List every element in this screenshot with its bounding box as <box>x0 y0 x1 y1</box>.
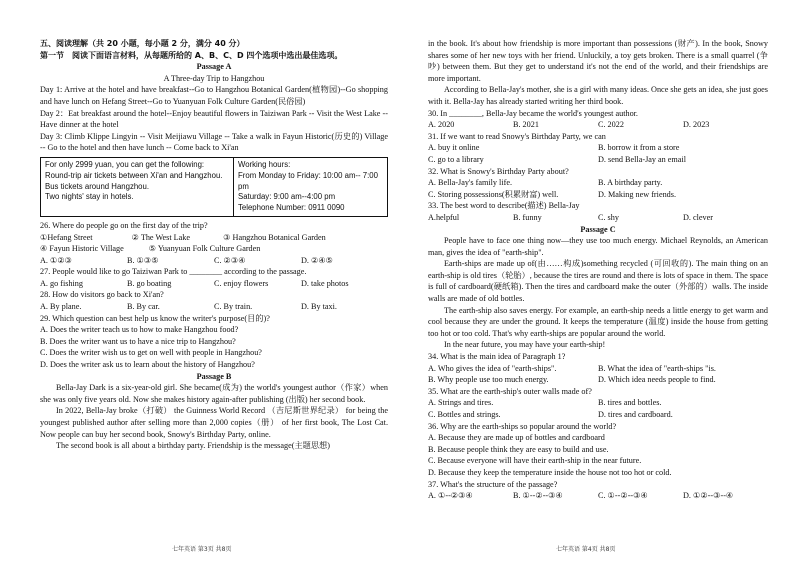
q26-option[interactable]: B. ①③⑤ <box>127 255 159 265</box>
q33-option[interactable]: A.helpful <box>428 212 460 222</box>
question-32-options-row2 <box>428 189 768 201</box>
question-27-stem: 27. People would like to go Taiziwan Park to ________ according to the passage. <box>40 267 307 277</box>
q34-option[interactable]: B. Why people use too much energy. <box>428 375 549 385</box>
q28-option[interactable]: C. By train. <box>214 302 253 312</box>
q30-option[interactable]: D. 2023 <box>683 120 710 130</box>
passage-c-paragraph-2: Earth-ships are made up of(由……构成)something recycled (可回收的). The main thing on an earth-ship is old tires（轮胎）, because the tires are round and there is lots of space in them. The space is full of cardboard(硬纸箱). Then the tires and cardboard make the outer（外部的）walls. The inside walls are made of old bottles. <box>428 259 768 304</box>
question-30-stem: 30. In ________, Bella-Jay became the world's youngest author. <box>428 108 638 118</box>
q36-option[interactable]: A. Because they are made up of bottles and cardboard <box>428 433 605 443</box>
passage-b-paragraph-4: According to Bella-Jay's mother, she is a girl with many ideas. Once she gets an idea, she just goes with it. Bella-Jay has already started writing her third book. <box>428 85 768 106</box>
question-26-items <box>40 232 388 244</box>
left-column <box>40 38 388 452</box>
q28-option[interactable]: B. By car. <box>127 302 160 312</box>
q35-option[interactable]: A. Strings and tires. <box>428 398 494 408</box>
hours-line: Working hours: <box>238 159 291 169</box>
question-33-options <box>428 212 768 224</box>
question-29-stem: 29. Which question can best help us know the writer's purpose(目的)? <box>40 313 270 323</box>
question-26-options <box>40 255 388 267</box>
passage-c-paragraph-3: The earth-ship also saves energy. For example, an earth-ship needs a little energy to get warm and cool because they are under the ground. It keeps the temperature (温度) inside the house from getting too hot or too cold. That's why earth-ships are popular around the world. <box>428 305 768 338</box>
passage-c-label: Passage C <box>580 224 616 234</box>
passage-b-label: Passage B <box>196 371 232 381</box>
q31-option[interactable]: A. buy it online <box>428 143 480 153</box>
q31-option[interactable]: B. borrow it from a store <box>598 143 680 153</box>
q31-option[interactable]: C. go to a library <box>428 154 484 164</box>
q36-option[interactable]: C. Because everyone will have their earth-ship in the near future. <box>428 456 642 466</box>
question-28-options <box>40 301 388 313</box>
q32-option[interactable]: B. A birthday party. <box>598 178 663 188</box>
q26-option[interactable]: A. ①②③ <box>40 255 73 265</box>
q29-option[interactable]: B. Does the writer want us to have a nice trip to Hangzhou? <box>40 336 236 346</box>
q32-option[interactable]: C. Storing possessions(积累财富) well. <box>428 189 559 199</box>
q26-item: ⑤ Yuanyuan Folk Culture Garden <box>148 244 261 254</box>
question-33-stem: 33. The best word to describe(描述) Bella-Jay <box>428 201 580 211</box>
section-heading: 五、阅读理解（共 20 小题，每小题 2 分，满分 40 分） <box>40 39 245 48</box>
question-26-stem: 26. Where do people go on the first day of the trip? <box>40 220 208 230</box>
q35-option[interactable]: C. Bottles and strings. <box>428 410 501 419</box>
q31-option[interactable]: D. send Bella-Jay an email <box>598 154 686 164</box>
q26-item: ①Hefang Street <box>40 232 93 242</box>
passage-a-day2: Day 2：Eat breakfast around the hotel--Enjoy beautiful flowers in Taiziwan Park -- Visit the West Lake -- Have dinner at the hotel <box>40 108 388 130</box>
price-cell <box>41 158 234 216</box>
question-28-stem: 28. How do visitors go back to Xi'an? <box>40 290 164 300</box>
passage-a-day1: Day 1: Arrive at the hotel and have breakfast--Go to Hangzhou Botanical Garden(植物园)--Go shopping and have lunch on Hefang Street--Go to Yuanyuan Folk Culture Garden(民俗园) <box>40 85 388 106</box>
q29-option[interactable]: A. Does the writer teach us to how to make Hangzhou food? <box>40 325 239 335</box>
question-35-options-row2 <box>428 409 768 421</box>
q29-option[interactable]: D. Does the writer ask us to learn about the history of Hangzhou? <box>40 360 255 370</box>
q34-option[interactable]: D. Which idea needs people to find. <box>598 375 716 385</box>
question-35-options-row1 <box>428 397 768 409</box>
question-26-items2 <box>40 243 388 255</box>
q26-item: ② The West Lake <box>131 232 191 242</box>
passage-b-paragraph-1: Bella-Jay Dark is a six-year-old girl. She became(成为) the world's youngest author（作家）when she was only five years old. Now she makes history again-after publishing (出版) her second book. <box>40 383 388 404</box>
hours-line: From Monday to Friday: 10:00 am-- 7:00 pm <box>238 170 378 191</box>
q36-option[interactable]: D. Because they keep the temperature inside the house not too hot or cold. <box>428 467 672 477</box>
q33-option[interactable]: D. clever <box>683 212 714 222</box>
passage-a-day3: Day 3: Climb Klippe Lingyin -- Visit Meijiawu Village -- Take a walk in Fayun Historic(历史的) Village -- Go to the hotel and then have lunch -- Come back to Xi'an <box>40 131 388 153</box>
q27-option[interactable]: D. take photos <box>301 278 349 288</box>
price-line: Bus tickets around Hangzhou. <box>45 181 150 191</box>
q32-option[interactable]: A. Bella-Jay's family life. <box>428 178 513 188</box>
question-32-stem: 32. What is Snowy's Birthday Party about? <box>428 166 569 176</box>
passage-c-paragraph-1: People have to face one thing now—they use too much energy. Michael Reynolds, an American man, gives the idea of "earth-ship". <box>428 236 768 257</box>
page-footer-right: 七年英语 第4页 共8页 <box>556 546 616 553</box>
q35-option[interactable]: B. tires and bottles. <box>598 398 662 408</box>
question-35-stem: 35. What are the earth-ship's outer walls made of? <box>428 386 592 396</box>
price-line: Round-trip air tickets between Xi'an and Hangzhou. <box>45 170 223 180</box>
q37-option[interactable]: B. ①--②--③④ <box>513 491 563 501</box>
hours-line: Telephone Number: 0911 0090 <box>238 203 345 213</box>
right-column <box>428 38 768 502</box>
q33-option[interactable]: B. funny <box>513 212 542 222</box>
q28-option[interactable]: A. By plane. <box>40 302 82 312</box>
question-34-stem: 34. What is the main idea of Paragraph 1? <box>428 352 566 362</box>
question-37-options <box>428 490 768 502</box>
q36-option[interactable]: B. Because people think they are easy to build and use. <box>428 444 609 454</box>
q35-option[interactable]: D. tires and cardboard. <box>598 410 673 419</box>
q26-option[interactable]: D. ②④⑤ <box>301 255 334 265</box>
question-30-options <box>428 119 768 131</box>
trip-info-box <box>40 157 388 217</box>
q37-option[interactable]: A. ①--②③④ <box>428 491 473 501</box>
passage-c-paragraph-4: In the near future, you may have your earth-ship! <box>444 340 606 350</box>
q26-item: ④ Fayun Historic Village <box>40 244 124 254</box>
question-34-options-row2 <box>428 374 768 386</box>
question-27-options <box>40 278 388 290</box>
q29-option[interactable]: C. Does the writer wish us to get on well with people in Hangzhou? <box>40 348 262 358</box>
question-31-options-row1 <box>428 142 768 154</box>
q27-option[interactable]: C. enjoy flowers <box>214 278 269 288</box>
q30-option[interactable]: C. 2022 <box>598 120 624 130</box>
q28-option[interactable]: D. By taxi. <box>301 302 337 312</box>
hours-cell <box>234 158 387 216</box>
question-31-stem: 31. If we want to read Snowy's Birthday Party, we can <box>428 131 606 141</box>
section-instruction: 第一节 阅读下面语言材料，从每题所给的 A、B、C、D 四个选项中选出最佳选项。 <box>40 50 343 60</box>
q30-option[interactable]: A. 2020 <box>428 120 455 130</box>
q30-option[interactable]: B. 2021 <box>513 120 539 130</box>
q26-option[interactable]: C. ②③④ <box>214 255 246 265</box>
q26-item: ③ Hangzhou Botanical Garden <box>223 232 326 242</box>
q33-option[interactable]: C. shy <box>598 212 619 222</box>
page-footer-left: 七年英语 第3页 共8页 <box>172 546 232 553</box>
question-34-options-row1 <box>428 363 768 375</box>
q34-option[interactable]: B. What the idea of "earth-ships "is. <box>598 363 716 373</box>
q34-option[interactable]: A. Who gives the idea of "earth-ships". <box>428 363 557 373</box>
passage-a-label: Passage A <box>196 62 232 72</box>
price-line: For only 2999 yuan, you can get the following: <box>45 159 205 169</box>
passage-a-title: A Three-day Trip to Hangzhou <box>163 73 265 83</box>
passage-b-paragraph-2: In 2022, Bella-Jay broke（打破） the Guinness World Record （吉尼斯世界纪录） for being the youngest published author after selling more than 2,000 copies（册） of her first book, The Lost Cat. Now people can buy her second book, Snowy's Birthday Party, online. <box>40 406 388 439</box>
q27-option[interactable]: A. go fishing <box>40 278 83 288</box>
hours-line: Saturday: 9:00 am--4:00 pm <box>238 192 336 202</box>
q37-option[interactable]: C. ①--②--③④ <box>598 491 648 501</box>
price-line: Two nights' stay in hotels. <box>45 192 134 202</box>
question-37-stem: 37. What's the structure of the passage? <box>428 479 558 489</box>
q32-option[interactable]: D. Making new friends. <box>598 189 676 199</box>
q37-option[interactable]: D. ①②--③--④ <box>683 491 734 501</box>
q27-option[interactable]: B. go boating <box>127 278 172 288</box>
question-36-stem: 36. Why are the earth-ships so popular around the world? <box>428 421 617 431</box>
question-31-options-row2 <box>428 154 768 166</box>
passage-b-paragraph-3-start: The second book is all about a birthday party. Friendship is the message(主题思想) <box>56 441 330 451</box>
question-32-options-row1 <box>428 177 768 189</box>
passage-b-paragraph-3-continued: in the book. It's about how friendship is more important than possessions (财产). In the book, Snowy shares some of her new toys with her friend. Unluckily, a toy gets broken. There is a small quarrel (争吵) between them. But they get to understand it's not the end of the world, and their friendships are more important. <box>428 39 768 83</box>
